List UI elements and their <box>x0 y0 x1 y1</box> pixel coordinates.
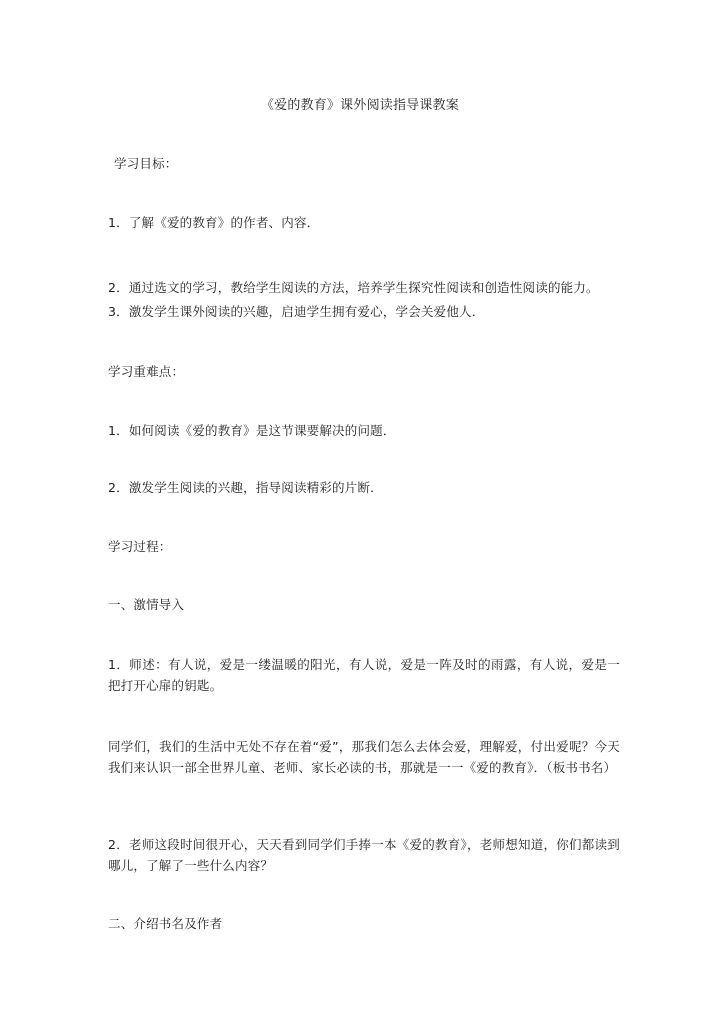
part-1-heading: 一、激情导入 <box>108 597 185 612</box>
students-paragraph: 同学们，我们的生活中无处不存在着“爱”，那我们怎么去体会爱，理解爱，付出爱呢？今天我们来认识一部全世界儿童、老师、家长必读的书，那就是一一《爱的教育》．（板书书名） <box>108 739 620 775</box>
document-title: 《爱的教育》课外阅读指导课教案 <box>260 98 459 113</box>
step-1-paragraph: 1．师述：有人说，爱是一缕温暖的阳光，有人说，爱是一阵及时的雨露，有人说，爱是一把打开心扉的钥匙。 <box>108 657 620 693</box>
part-2-heading: 二、介绍书名及作者 <box>108 916 223 931</box>
key-points-heading: 学习重难点： <box>108 364 185 379</box>
goal-item-2: 2．通过选文的学习，教给学生阅读的方法，培养学生探究性阅读和创造性阅读的能力。 <box>108 280 599 295</box>
goal-item-1: 1．了解《爱的教育》的作者、内容． <box>108 215 320 230</box>
key-point-item-2: 2．激发学生阅读的兴趣，指导阅读精彩的片断． <box>108 480 383 495</box>
goals-heading: 学习目标： <box>114 156 178 171</box>
step-2-paragraph: 2．老师这段时间很开心，天天看到同学们手捧一本《爱的教育》，老师想知道，你们都读到哪儿，了解了一些什么内容？ <box>108 837 620 873</box>
process-heading: 学习过程： <box>108 539 172 554</box>
key-point-item-1: 1．如何阅读《爱的教育》是这节课要解决的问题． <box>108 423 396 438</box>
goal-item-3: 3．激发学生课外阅读的兴趣，启迪学生拥有爱心，学会关爱他人． <box>108 304 485 319</box>
